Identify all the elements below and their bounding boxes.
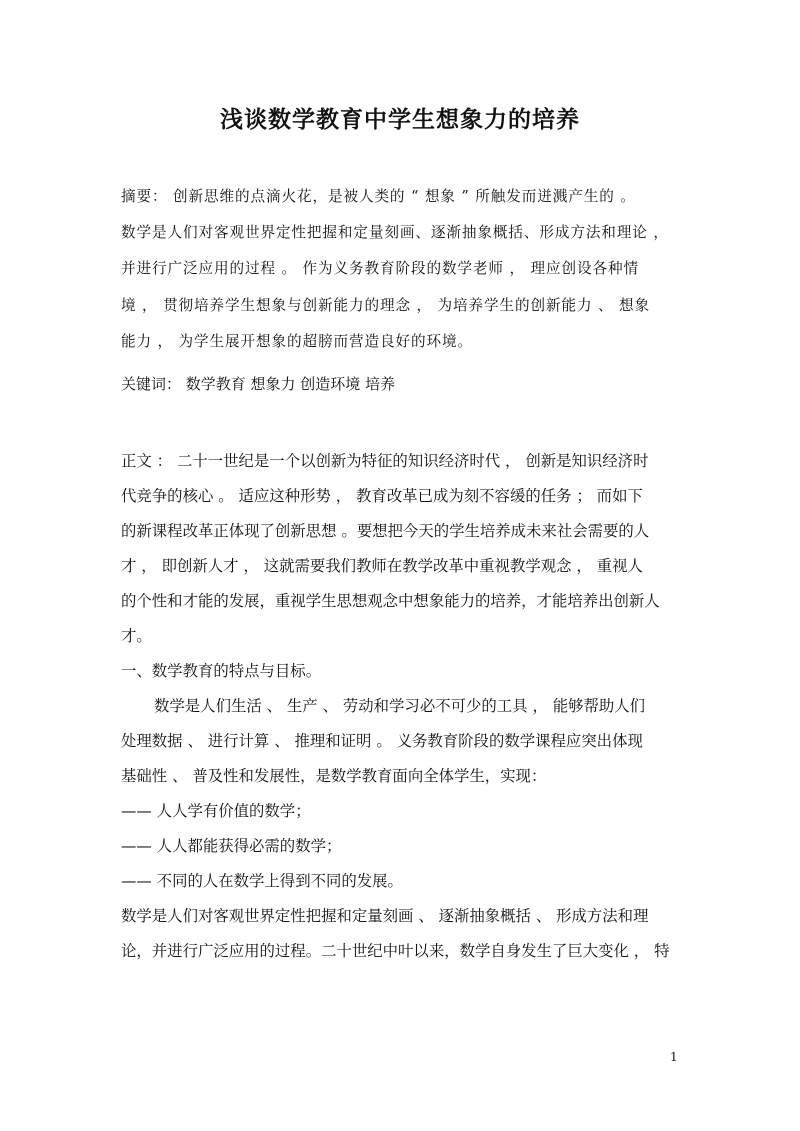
body-line: 数学是人们对客观世界定性把握和定量刻画 、 逐渐抽象概括 、 形成方法和理 [121, 907, 649, 925]
abstract-line: 境 ， 贯彻培养学生想象与创新能力的理念 ， 为培养学生的创新能力 、 想象 [121, 296, 651, 314]
body-line: 处理数据 、 进行计算 、 推理和证明 。 义务教育阶段的数学课程应突出体现 [121, 732, 643, 750]
abstract-line: 数学是人们对客观世界定性把握和定量刻画、逐渐抽象概括、形成方法和理论 ， [121, 224, 669, 242]
abstract-line: 并进行广泛应用的过程 。 作为义务教育阶段的数学老师 ， 理应创设各种情 [121, 260, 639, 278]
body-section [121, 444, 681, 969]
list-item: —— 人人学有价值的数学； [121, 802, 311, 820]
body-line: 的新课程改革正体现了创新思想 。要想把今天的学生培养成未来社会需要的人 [121, 522, 650, 540]
body-line: 数学是人们生活 、 生产 、 劳动和学习必不可少的工具 ， 能够帮助人们 [154, 697, 646, 715]
keywords-line: 关键词： 数学教育 想象力 创造环境 培养 [121, 375, 396, 393]
list-item: —— 不同的人在数学上得到不同的发展。 [121, 872, 403, 890]
body-line: 才 ， 即创新人才 ， 这就需要我们教师在教学改革中重视教学观念 ， 重视人 [121, 557, 643, 575]
abstract-section [121, 179, 681, 360]
body-line: 基础性 、 普及性和发展性，是数学教育面向全体学生，实现： [121, 767, 547, 785]
body-line: 的个性和才能的发展，重视学生思想观念中想象能力的培养，才能培养出创新人 [121, 592, 660, 610]
body-line: 论，并进行广泛应用的过程。二十世纪中叶以来，数学自身发生了巨大变化 ， 特 [121, 942, 670, 960]
page-number: 1 [670, 1050, 678, 1064]
abstract-line: 能力 ， 为学生展开想象的超膀而营造良好的环境。 [121, 332, 473, 350]
body-line: 才。 [121, 627, 152, 645]
list-item: —— 人人都能获得必需的数学； [121, 837, 342, 855]
body-line: 代竞争的核心 。 适应这种形势 ， 教育改革已成为刻不容缓的任务 ； 而如下 [121, 487, 643, 505]
section-heading: 一、数学教育的特点与目标。 [121, 662, 322, 680]
body-line: 正文 ： 二十一世纪是一个以创新为特征的知识经济时代 ， 创新是知识经济时 [121, 452, 649, 470]
document-title: 浅谈数学教育中学生想象力的培养 [220, 107, 580, 133]
abstract-line: 摘要： 创新思维的点滴火花，是被人类的 “ 想象 ” 所触发而迸溅产生的 。 [121, 188, 636, 205]
